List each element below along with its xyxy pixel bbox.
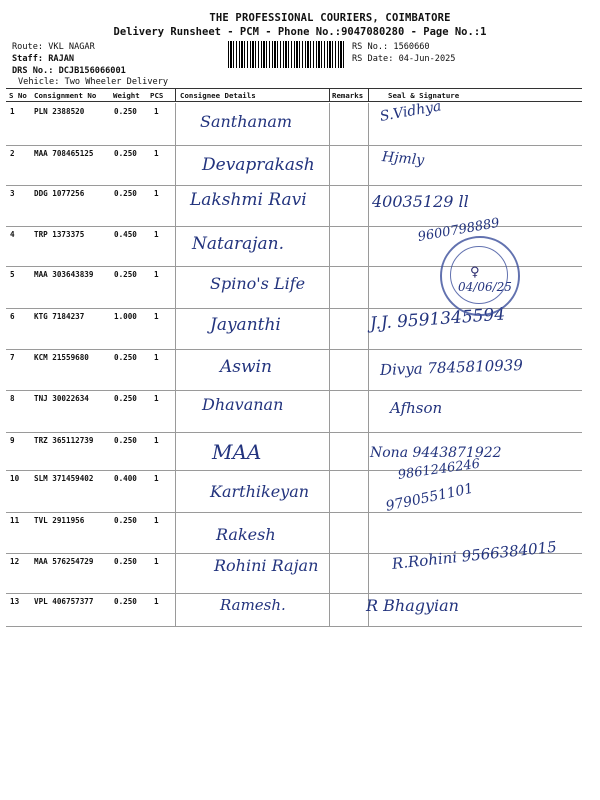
row-sno: 3: [10, 189, 15, 198]
row-consignment-no: VPL 406757377: [34, 597, 94, 606]
row-divider: [368, 553, 369, 593]
row-consignee-handwriting: Jayanthi: [210, 315, 281, 335]
row-weight: 0.400: [114, 474, 137, 483]
row-sno: 9: [10, 436, 15, 445]
row-pcs: 1: [154, 394, 159, 403]
row-pcs: 1: [154, 516, 159, 525]
row-consignment-no: SLM 371459402: [34, 474, 94, 483]
drs-label: DRS No.: DCJB156066001: [12, 66, 126, 76]
row-divider: [175, 226, 176, 266]
header-divider: [175, 89, 176, 101]
row-consignment-no: MAA 708465125: [34, 149, 94, 158]
row-pcs: 1: [154, 270, 159, 279]
staff-label: Staff: RAJAN: [12, 54, 75, 64]
table-top-rule: [6, 88, 582, 89]
row-pcs: 1: [154, 474, 159, 483]
row-divider: [175, 553, 176, 593]
row-consignee-handwriting: Spino's Life: [210, 274, 306, 293]
row-pcs: 1: [154, 557, 159, 566]
row-divider: [368, 226, 369, 266]
row-divider: [175, 512, 176, 553]
runsheet-subtitle: Delivery Runsheet - PCM - Phone No.:9047080280 - Page No.:1: [113, 26, 487, 38]
row-divider: [329, 593, 330, 626]
row-weight: 0.250: [114, 149, 137, 158]
row-sno: 6: [10, 312, 15, 321]
row-consignment-no: MAA 303643839: [34, 270, 94, 279]
row-sno: 8: [10, 394, 15, 403]
table-row-separator: [6, 512, 582, 513]
row-consignee-handwriting: Rohini Rajan: [214, 556, 319, 575]
row-divider: [175, 593, 176, 626]
row-weight: 0.250: [114, 516, 137, 525]
row-divider: [175, 349, 176, 390]
row-consignee-handwriting: Dhavanan: [202, 395, 284, 414]
rs-date: RS Date: 04-Jun-2025: [352, 54, 456, 64]
table-row-separator: [6, 593, 582, 594]
row-divider: [329, 145, 330, 185]
row-pcs: 1: [154, 230, 159, 239]
table-row-separator: [6, 470, 582, 471]
row-divider: [329, 266, 330, 308]
row-divider: [329, 470, 330, 512]
row-consignee-handwriting: MAA: [212, 440, 262, 464]
row-weight: 0.250: [114, 353, 137, 362]
table-row-separator: [6, 349, 582, 350]
row-sno: 4: [10, 230, 15, 239]
row-sno: 7: [10, 353, 15, 362]
row-weight: 0.250: [114, 107, 137, 116]
row-divider: [175, 103, 176, 145]
row-pcs: 1: [154, 312, 159, 321]
row-divider: [368, 512, 369, 553]
row-consignment-no: TRZ 365112739: [34, 436, 94, 445]
row-consignee-handwriting: Rakesh: [216, 525, 276, 544]
column-header-consignee: Consignee Details: [180, 91, 256, 100]
row-divider: [329, 432, 330, 470]
row-signature-handwriting: S.Vidhya: [378, 98, 443, 125]
row-pcs: 1: [154, 353, 159, 362]
table-row-separator: [6, 185, 582, 186]
row-divider: [368, 185, 369, 226]
row-divider: [329, 103, 330, 145]
row-divider: [329, 553, 330, 593]
row-weight: 0.250: [114, 557, 137, 566]
row-divider: [175, 432, 176, 470]
row-divider: [175, 470, 176, 512]
row-signature-handwriting: 9861246246: [396, 456, 481, 483]
stamp-mark: ♀: [470, 262, 480, 281]
row-consignment-no: PLN 2388520: [34, 107, 85, 116]
row-divider: [329, 308, 330, 349]
row-weight: 0.250: [114, 597, 137, 606]
row-weight: 0.450: [114, 230, 137, 239]
row-divider: [368, 103, 369, 145]
row-sno: 11: [10, 516, 20, 525]
header-divider: [329, 89, 330, 101]
row-consignee-handwriting: Santhanam: [200, 112, 293, 131]
row-weight: 1.000: [114, 312, 137, 321]
row-divider: [329, 185, 330, 226]
row-pcs: 1: [154, 436, 159, 445]
row-divider: [329, 349, 330, 390]
row-signature-handwriting: Hjmly: [381, 149, 425, 169]
barcode: [228, 41, 344, 68]
row-pcs: 1: [154, 189, 159, 198]
row-consignment-no: TVL 2911956: [34, 516, 85, 525]
vehicle-label: Vehicle: Two Wheeler Delivery: [18, 77, 169, 87]
row-signature-handwriting: J.J. 9591345594: [369, 304, 506, 334]
row-consignee-handwriting: Devaprakash: [202, 155, 315, 175]
row-signature-handwriting: Divya 7845810939: [379, 355, 524, 379]
column-header-pcs: PCS: [150, 91, 164, 100]
column-header-sno: S No: [9, 91, 27, 100]
row-signature-handwriting: Nona 9443871922: [370, 445, 502, 461]
row-divider: [175, 390, 176, 432]
column-header-signature: Seal & Signature: [388, 91, 460, 100]
row-consignment-no: DDG 1077256: [34, 189, 85, 198]
table-row-separator: [6, 390, 582, 391]
row-signature-handwriting: 9790551101: [384, 480, 475, 515]
row-consignment-no: KTG 7184237: [34, 312, 85, 321]
row-divider: [175, 145, 176, 185]
row-divider: [175, 185, 176, 226]
row-signature-handwriting: R.Rohini 9566384015: [391, 537, 558, 573]
row-divider: [368, 266, 369, 308]
column-header-consignment: Consignment No: [34, 91, 97, 100]
table-row-separator: [6, 145, 582, 146]
rs-number: RS No.: 1560660: [352, 42, 430, 52]
route-label: Route: VKL NAGAR: [12, 42, 95, 52]
row-consignee-handwriting: Karthikeyan: [210, 482, 310, 501]
row-consignee-handwriting: Aswin: [220, 357, 272, 377]
company-title: THE PROFESSIONAL COURIERS, COIMBATORE: [209, 12, 451, 24]
row-pcs: 1: [154, 597, 159, 606]
row-sno: 1: [10, 107, 15, 116]
row-signature-handwriting: 04/06/25: [458, 280, 512, 294]
row-consignment-no: TRP 1373375: [34, 230, 85, 239]
row-consignment-no: KCM 21559680: [34, 353, 89, 362]
row-sno: 10: [10, 474, 20, 483]
table-header-rule: [6, 101, 582, 102]
row-divider: [329, 512, 330, 553]
delivery-stamp: [440, 236, 520, 316]
row-consignee-handwriting: Natarajan.: [192, 234, 284, 254]
row-divider: [368, 432, 369, 470]
row-signature-handwriting: 9600798889: [416, 215, 501, 245]
row-weight: 0.250: [114, 436, 137, 445]
row-consignee-handwriting: Lakshmi Ravi: [190, 190, 307, 210]
row-signature-handwriting: R Bhagyian: [366, 596, 459, 615]
row-divider: [368, 390, 369, 432]
row-divider: [329, 390, 330, 432]
row-divider: [368, 349, 369, 390]
row-sno: 5: [10, 270, 15, 279]
row-sno: 12: [10, 557, 20, 566]
row-pcs: 1: [154, 149, 159, 158]
row-divider: [175, 266, 176, 308]
row-divider: [175, 308, 176, 349]
row-consignee-handwriting: Ramesh.: [220, 596, 286, 614]
row-signature-handwriting: Afhson: [390, 398, 443, 417]
row-weight: 0.250: [114, 270, 137, 279]
row-sno: 13: [10, 597, 20, 606]
row-divider: [329, 226, 330, 266]
row-signature-handwriting: 40035129 ll: [372, 192, 469, 211]
column-header-remarks: Remarks: [332, 91, 364, 100]
row-weight: 0.250: [114, 189, 137, 198]
column-header-weight: Weight: [113, 91, 140, 100]
table-row-separator: [6, 432, 582, 433]
row-consignment-no: TNJ 30022634: [34, 394, 89, 403]
header-divider: [368, 89, 369, 101]
row-weight: 0.250: [114, 394, 137, 403]
row-divider: [368, 145, 369, 185]
row-consignment-no: MAA 576254729: [34, 557, 94, 566]
row-pcs: 1: [154, 107, 159, 116]
table-row-separator: [6, 626, 582, 627]
row-sno: 2: [10, 149, 15, 158]
row-divider: [368, 470, 369, 512]
